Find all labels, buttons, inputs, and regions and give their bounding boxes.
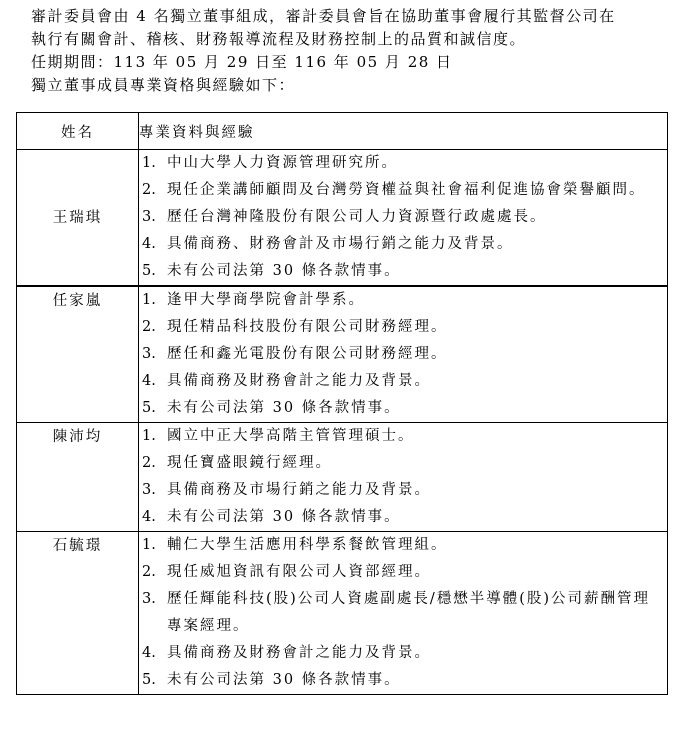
member-name-cell [17,150,139,287]
header-name: 姓名 [17,113,139,150]
header-experience: 專業資料與經驗 [139,113,668,150]
member-experience-cell [139,286,668,423]
list-item: 2. 現任威旭資訊有限公司人資部經理。 [142,564,431,580]
list-item: 5. 未有公司法第 30 條各款情事。 [142,672,401,688]
list-item: 5. 未有公司法第 30 條各款情事。 [142,263,401,279]
list-item: 4. 未有公司法第 30 條各款情事。 [142,509,401,525]
table-row [17,286,668,423]
qualification-list [139,287,667,422]
list-item: 2. 現任企業講師顧問及台灣勞資權益與社會福利促進協會榮譽顧問。 [142,182,646,198]
list-item: 3. 歷任輝能科技(股)公司人資處副處長/穩懋半導體(股)公司薪酬管理專案經理。 [142,591,651,634]
list-item: 4. 具備商務及財務會計之能力及背景。 [142,645,431,661]
intro-line-2: 執行有關會計、稽核、財務報導流程及財務控制上的品質和誠信度。 [31,30,527,48]
list-item: 2. 現任精品科技股份有限公司財務經理。 [142,319,448,335]
table-row [17,150,668,287]
list-item: 4. 具備商務、財務會計及市場行銷之能力及背景。 [142,236,514,252]
list-item: 1. 國立中正大學高階主管管理碩士。 [142,428,415,444]
member-name-cell [17,532,139,695]
list-item: 3. 歷任台灣神隆股份有限公司人力資源暨行政處處長。 [142,209,547,225]
member-name: 石毓璟 [52,538,103,554]
list-item: 3. 具備商務及市場行銷之能力及背景。 [142,482,431,498]
qualification-list [139,532,667,694]
table-row [17,423,668,532]
table-row [17,532,668,695]
intro-paragraph [31,5,671,97]
table-header-row [17,113,668,150]
member-name: 任家嵐 [52,293,103,309]
qualification-list [139,150,667,285]
list-item: 5. 未有公司法第 30 條各款情事。 [142,400,401,416]
member-experience-cell [139,150,668,287]
term-period: 任期期間：113 年 05 月 29 日至 116 年 05 月 28 日 [31,53,453,71]
member-name: 王瑞琪 [52,210,103,226]
member-experience-cell [139,532,668,695]
intro-line-1: 審計委員會由 4 名獨立董事組成，審計委員會旨在協助董事會履行其監督公司在 [31,7,616,25]
list-item: 1. 逢甲大學商學院會計學系。 [142,292,365,308]
table-caption: 獨立董事成員專業資格與經驗如下： [31,76,296,94]
list-item: 2. 現任寶盛眼鏡行經理。 [142,455,332,471]
list-item: 4. 具備商務及財務會計之能力及背景。 [142,373,431,389]
list-item: 1. 輔仁大學生活應用科學系餐飲管理組。 [142,537,448,553]
qualification-list [139,423,667,531]
list-item: 1. 中山大學人力資源管理研究所。 [142,155,398,171]
member-name-cell [17,286,139,423]
member-experience-cell [139,423,668,532]
list-item: 3. 歷任和鑫光電股份有限公司財務經理。 [142,346,448,362]
member-name: 陳沛均 [52,429,103,445]
member-name-cell [17,423,139,532]
independent-directors-table [16,112,668,695]
